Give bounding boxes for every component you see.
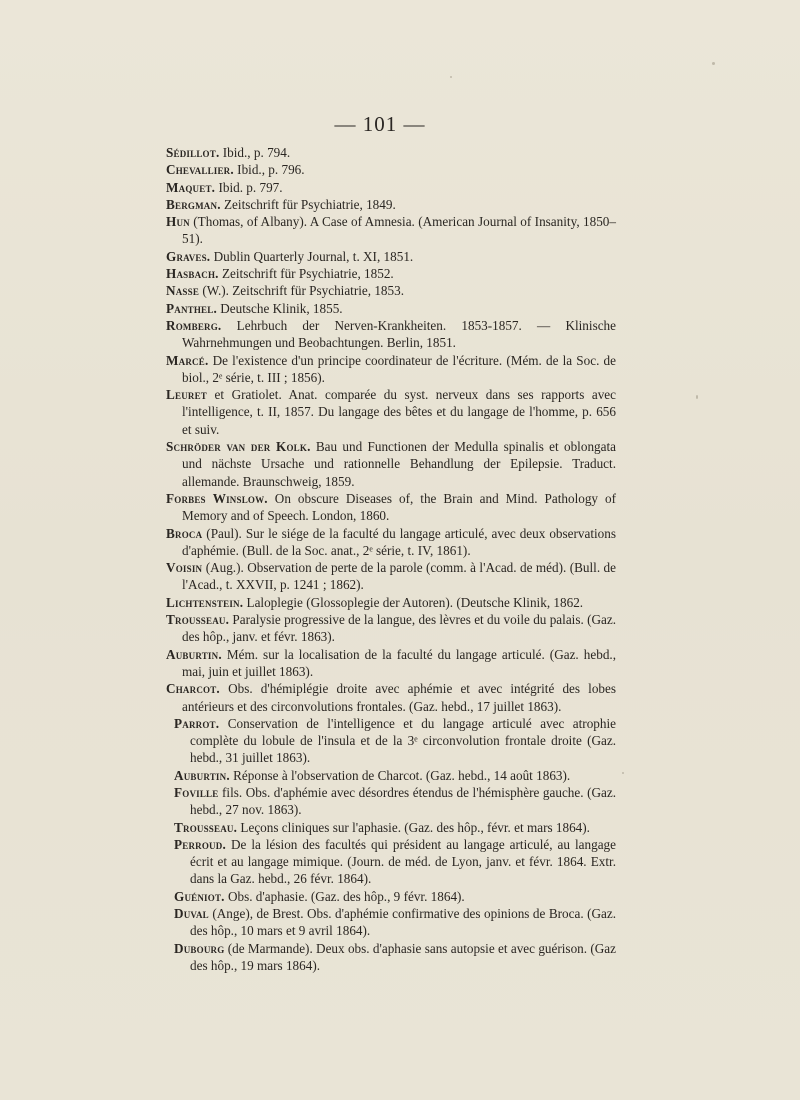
entry-text: Lehrbuch der Nerven-Krankheiten. 1853-1857. — Klinische Wahrnehmungen und Beobachtungen. Berlin, 1851. [182, 317, 616, 351]
entry-author: Auburtin. [174, 767, 230, 783]
entry-text: Ibid., p. 796. [237, 162, 305, 178]
entry-author: Nasse [166, 283, 200, 299]
paper-speck [696, 395, 698, 399]
bibliography-entry [166, 265, 616, 282]
bibliography-entry [166, 317, 616, 352]
bibliography-entry [174, 940, 616, 975]
entry-author: Graves. [166, 248, 211, 264]
entry-author: Broca [166, 525, 203, 541]
bibliography-entry [166, 525, 616, 560]
bibliography-entry [174, 784, 616, 819]
entry-author: Romberg. [166, 317, 222, 333]
entry-author: Trousseau. [166, 612, 230, 628]
bibliography-entry [166, 646, 616, 681]
entry-author: Sédillot. [166, 145, 220, 160]
entry-author: Parrot. [174, 715, 220, 731]
entry-text: Laloplegie (Glossoplegie der Autoren). (Deutsche Klinik, 1862. [246, 594, 584, 610]
entry-text: De l'existence d'un principe coordinateur de l'écriture. (Mém. de la Soc. de biol., 2ᵉ série, t. III ; 1856). [182, 352, 617, 385]
entry-text: De la lésion des facultés qui président au langage articulé, au langage écrit et au langage mimique. (Journ. de méd. de Lyon, janv. et févr. 1864. Extr. dans la Gaz. hebd., 26 févr. 1864). [190, 836, 616, 887]
bibliography-entry [174, 819, 616, 836]
bibliography-entry [166, 559, 616, 594]
entry-text: fils. Obs. d'aphémie avec désordres étendus de l'hémisphère gauche. (Gaz. hebd., 27 nov. 1863). [190, 784, 617, 818]
entry-author: Trousseau. [174, 819, 238, 835]
bibliography-entry [166, 611, 616, 646]
bibliography-entry [166, 179, 616, 196]
entry-text: (W.). Zeitschrift für Psychiatrie, 1853. [202, 283, 405, 299]
entry-text: Leçons cliniques sur l'aphasie. (Gaz. des hôp., févr. et mars 1864). [240, 819, 590, 835]
entry-text: Ibid., p. 794. [222, 145, 291, 160]
entry-author: Hasbach. [166, 266, 219, 282]
entry-text: (Thomas, of Albany). A Case of Amnesia. (American Journal of Insanity, 1850–51). [182, 214, 616, 247]
bibliography-list [166, 144, 616, 974]
entry-text: Réponse à l'observation de Charcot. (Gaz. hebd., 14 août 1863). [233, 767, 571, 783]
bibliography-entry [166, 438, 616, 490]
entry-author: Leuret [166, 387, 208, 403]
bibliography-entry [166, 680, 616, 715]
entry-author: Foville [174, 784, 219, 800]
bibliography-entry [174, 905, 616, 940]
bibliography-entry [166, 386, 616, 438]
entry-author: Panthel. [166, 300, 217, 316]
bibliography-entry [166, 300, 616, 317]
entry-author: Schröder van der Kolk. [166, 439, 311, 455]
entry-text: On obscure Diseases of, the Brain and Mind. Pathology of Memory and of Speech. London, 1860. [182, 490, 616, 524]
entry-text: Obs. d'aphasie. (Gaz. des hôp., 9 févr. 1864). [227, 888, 465, 904]
paper-speck [712, 62, 715, 65]
bibliography-entry [166, 490, 616, 525]
bibliography-entry [166, 161, 616, 178]
entry-text: Ibid. p. 797. [218, 179, 283, 195]
entry-author: Hun [166, 214, 190, 230]
entry-text: Deutsche Klinik, 1855. [220, 300, 343, 316]
bibliography-entry [166, 213, 616, 248]
entry-text: (de Marmande). Deux obs. d'aphasie sans autopsie et avec guérison. (Gaz des hôp., 19 mars 1864). [190, 940, 616, 973]
bibliography-entry [166, 144, 616, 161]
entry-author: Chevallier. [166, 162, 234, 178]
bibliography-entry [174, 836, 616, 888]
entry-text: Obs. d'hémiplégie droite avec aphémie et avec intégrité des lobes antérieurs et des circonvolutions frontales. (Gaz. hebd., 17 juillet 1863). [182, 681, 617, 714]
entry-text: Conservation de l'intelligence et du langage articulé avec atrophie complète du lobule de l'insula et de la 3ᵉ circonvolution frontale droite (Gaz. hebd., 31 juillet 1863). [190, 715, 616, 766]
entry-author: Lichtenstein. [166, 594, 244, 610]
entry-author: Maquet. [166, 179, 216, 195]
entry-text: Dublin Quarterly Journal, t. XI, 1851. [213, 248, 414, 264]
bibliography-entry [174, 715, 616, 767]
entry-author: Voisin [166, 560, 203, 576]
entry-text: (Aug.). Observation de perte de la parole (comm. à l'Acad. de méd). (Bull. de l'Acad., t. XXVII, p. 1241 ; 1862). [182, 560, 617, 593]
entry-author: Guéniot. [174, 888, 225, 904]
bibliography-entry [174, 767, 616, 784]
entry-author: Charcot. [166, 681, 220, 697]
entry-author: Auburtin. [166, 646, 222, 662]
bibliography-entry [166, 352, 616, 387]
entry-text: (Ange), de Brest. Obs. d'aphémie confirmative des opinions de Broca. (Gaz. des hôp., 10 mars et 9 avril 1864). [190, 906, 617, 939]
bibliography-entry [166, 248, 616, 265]
paper-speck [450, 76, 452, 78]
paper-speck [622, 772, 624, 774]
entry-text: Paralysie progressive de la langue, des lèvres et du voile du palais. (Gaz. des hôp., janv. et févr. 1863). [182, 612, 616, 645]
entry-text: Mém. sur la localisation de la faculté du langage articulé. (Gaz. hebd., mai, juin et juillet 1863). [182, 646, 617, 679]
bibliography-entry [166, 196, 616, 213]
entry-text: et Gratiolet. Anat. comparée du syst. nerveux dans ses rapports avec l'intelligence, t. II, 1857. Du langage des bêtes et du langage de l'homme, p. 656 et suiv. [182, 387, 617, 437]
entry-text: Bau und Functionen der Medulla spinalis et oblongata und nächste Ursache und rationnelle Behandlung der Epilepsie. Traduct. allemande. Braunschweig, 1859. [182, 439, 616, 489]
page-number: — 101 — [334, 112, 426, 136]
entry-text: (Paul). Sur le siége de la faculté du langage articulé, avec deux observations d'aphémie. (Bull. de la Soc. anat., 2ᵉ série, t. IV, 1861). [182, 525, 616, 558]
entry-author: Bergman. [166, 196, 221, 212]
entry-author: Forbes Winslow. [166, 490, 268, 506]
bibliography-entry [166, 594, 616, 611]
bibliography-entry [174, 888, 616, 905]
entry-author: Dubourg [174, 940, 225, 956]
entry-author: Marcé. [166, 352, 209, 368]
entry-text: Zeitschrift für Psychiatrie, 1852. [221, 266, 394, 282]
entry-text: Zeitschrift für Psychiatrie, 1849. [224, 196, 396, 212]
entry-author: Duval [174, 906, 209, 922]
entry-author: Perroud. [174, 836, 226, 852]
bibliography-entry [166, 282, 616, 299]
